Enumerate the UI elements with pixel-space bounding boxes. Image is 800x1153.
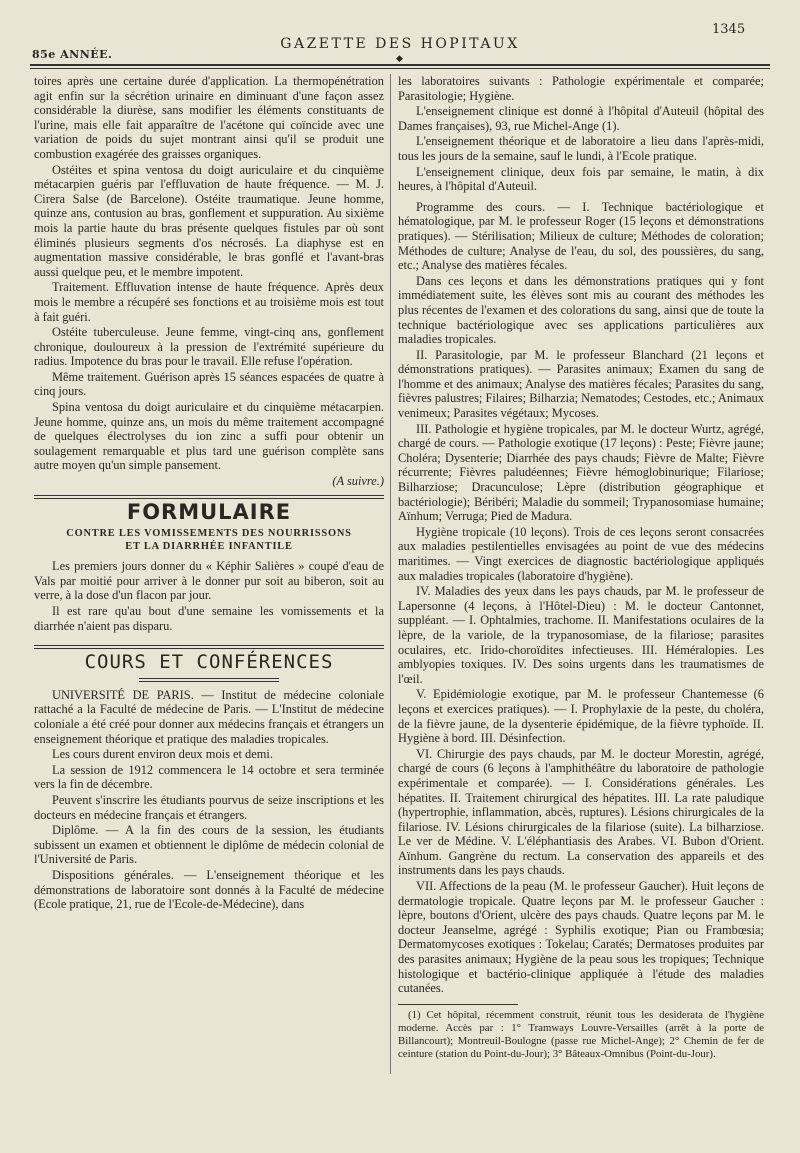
paragraph: UNIVERSITÉ DE PARIS. — Institut de médecine coloniale rattaché a la Faculté de médecine de Paris. — L'Institut de médecine coloniale a été créé pour donner aux médecins français et étrangers un enseignement théorique et pratique des maladies tropicales. xyxy=(34,687,384,746)
paragraph: Ostéites et spina ventosa du doigt auriculaire et du cinquième métacarpien guéris par l'effluvation de haute fréquence. — M. J. Cirera Salse (de Barcelone). Ostéite traumatique. Jeune homme, quinze ans, contusion au bras, gonflement et suppuration. Au sixième mois la partie haute du bras présente quelques fistules par où sont éliminés plusieurs segments d'os nécrosés. La diaphyse est en augmentation massive considérable, le bras gonflé et l'avant-bras aussi quelque peu, et le membre impotent. xyxy=(34,162,384,279)
paragraph: II. Parasitologie, par M. le professeur Blanchard (21 leçons et démonstrations pratiques). — Parasites animaux; Examen du sang de l'homme et des animaux; Analyse des matières fécales; Parasites du sang, fièvres palustres; Filaires; Bilharzia; Nematodes; Cestodes, etc.; Animaux venimeux; Parasites végétaux; Mycoses. xyxy=(398,347,764,421)
journal-title: GAZETTE DES HOPITAUX xyxy=(280,36,520,52)
paragraph: Même traitement. Guérison après 15 séances espacées de quatre à cinq jours. xyxy=(34,369,384,399)
paragraph: Les premiers jours donner du « Képhir Salières » coupé d'eau de Vals par moitié pour arriver à le donner pur soit au biberon, soit au verre, à la dose d'un flacon par jour. xyxy=(34,559,384,603)
paragraph: les laboratoires suivants : Pathologie expérimentale et comparée; Parasitologie; Hygiène. xyxy=(398,74,764,103)
paragraph: Spina ventosa du doigt auriculaire et du cinquième métacarpien. Jeune homme, quinze ans, un mois du même traitement accompagné de quelques électrolyses du ion zinc a suffi pour obtenir un soulagement remarquable et plus tard une guérison complète sans autre moyen qu'un simple pansement. xyxy=(34,400,384,473)
section-rule xyxy=(34,495,384,499)
page-number: 1345 xyxy=(712,22,746,37)
paragraph: Diplôme. — A la fin des cours de la session, les étudiants subissent un examen et obtiennent le diplôme de médecin colonial de l'Université de Paris. xyxy=(34,823,384,867)
paragraph: Les cours durent environ deux mois et demi. xyxy=(52,747,273,762)
footnote-rule xyxy=(398,1004,518,1005)
paragraph: L'enseignement théorique et de laboratoire a lieu dans l'après-midi, tous les jours de la semaine, sauf le lundi, à l'Ecole pratique. xyxy=(398,134,764,163)
cours-heading: COURS ET CONFÉRENCES xyxy=(84,651,334,674)
left-column xyxy=(34,74,384,913)
paragraph: toires après une certaine durée d'application. La thermopénétration agit enfin sur la sécrétion urinaire en diminuant d'une façon assez considérable la diurèse, sans modifier les éléments constituants de l'urine, mais elle fait apparaître de l'acétone qui coïncide avec une variation de poids du sujet montrant ainsi qu'il se produit une combustion exagérée des graisses organiques. xyxy=(34,74,384,161)
formulaire-heading: FORMULAIRE xyxy=(126,499,292,524)
formulaire-subtitle-line: ET LA DIARRHÉE INFANTILE xyxy=(125,541,293,553)
paragraph: L'enseignement clinique est donné à l'hôpital d'Auteuil (hôpital des Dames françaises), 93, rue Michel-Ange (1). xyxy=(398,104,764,133)
header-rule xyxy=(30,64,770,69)
paragraph: Dans ces leçons et dans les démonstrations pratiques qui y font immédiatement suite, les élèves sont mis au courant des méthodes les plus récentes de l'examen et des colorations du sang, ainsi que de toute la technique bactériologique avec ses applications particulières aux maladies tropicales. xyxy=(398,273,764,347)
issue-label: 85e ANNÉE. xyxy=(32,48,113,61)
paragraph: La session de 1912 commencera le 14 octobre et sera terminée vers la fin de décembre. xyxy=(34,762,384,792)
paragraph: IV. Maladies des yeux dans les pays chauds, par M. le professeur de Lapersonne (4 leçons, à l'Hôtel-Dieu) : M. le docteur Cantonnet, suppléant. — I. Ophtalmies, trachome. II. Manifestations oculaires de la lèpre, de la variole, de la trypanosomiase, de la filariose; parasites oculaires, etc. Irido-choroïdites infectieuses. III. Héméralopies. Les amblyopies toxiques. IV. Des soins urgents dans les traumatismes de l'œil. xyxy=(398,584,764,686)
paragraph: VI. Chirurgie des pays chauds, par M. le docteur Morestin, agrégé, chargé de cours (6 leçons à l'amphithéâtre du laboratoire de pathologie expérimentale et comparée). — I. Considérations générales. Les hépatites. II. Traitement chirurgical des hépatites. III. La rate paludique (hypertrophie, inflammation, abcès, ruptures). Lésions chirurgicales de la filariose. IV. Lésions chirurgicales de la filariose (suite). La bilharziose. Le ver de Médine. V. L'éléphantiasis des Arabes. VI. Bubon d'Orient. Aïnhum. Gangrène du rectum. La conservation des appareils et des instruments dans les pays chauds. xyxy=(398,746,764,878)
footnote-text: (1) Cet hôpital, récemment construit, réunit tous les desiderata de l'hygiène moderne. Accès par : 1° Tramways Louvre-Versailles (arrêt à la porte de Billancourt); Montreuil-Boulogne (passe rue Michel-Ange); 2° Chemin de fer de ceinture (station du Point-du-Jour); 3° Bâteaux-Omnibus (Point-du-Jour). xyxy=(398,1008,764,1060)
paragraph: V. Epidémiologie exotique, par M. le professeur Chantemesse (6 leçons et exercices pratiques). — I. Prophylaxie de la peste, du choléra, de la fièvre jaune, de la dysenterie épidémique, de la fièvre typhoïde. II. Hygiène à bord. III. Désinfection. xyxy=(398,687,764,746)
paragraph: Traitement. Effluvation intense de haute fréquence. Après deux mois le membre a récupéré ses fonctions et au troisième mois est tout à fait guéri. xyxy=(34,280,384,324)
column-divider xyxy=(390,74,391,1074)
formulaire-subtitle-line: CONTRE LES VOMISSEMENTS DES NOURRISSONS xyxy=(66,528,352,540)
paragraph: Il est rare qu'au bout d'une semaine les vomissements et la diarrhée n'aient pas disparu. xyxy=(34,604,384,633)
paragraph: Dispositions générales. — L'enseignement théorique et les démonstrations de laboratoire sont donnés à la Faculté de médecine (Ecole pratique, 21, rue de l'Ecole-de-Médecine), dans xyxy=(34,867,384,912)
section-rule xyxy=(34,645,384,649)
to-be-continued: (A suivre.) xyxy=(332,474,384,489)
right-column xyxy=(398,74,764,1062)
paragraph: Peuvent s'inscrire les étudiants pourvus de seize inscriptions et les docteurs en médecine français et étrangers. xyxy=(34,792,384,822)
section-rule xyxy=(139,678,279,682)
paragraph: Hygiène tropicale (10 leçons). Trois de ces leçons seront consacrées aux maladies pestilentielles envisagées au point de vue des médecins maritimes. — Vingt exercices de diagnostic bactériologique appliqués aux maladies tropicales (laboratoire d'hygiène). xyxy=(398,524,764,583)
footnote xyxy=(398,1009,764,1061)
paragraph: Programme des cours. — I. Technique bactériologique et hématologique, par M. le professeur Roger (15 leçons et démonstrations pratiques). — Stérilisation; Milieux de culture; Méthodes de coloration; Méthodes de culture; Analyse de l'eau, du sol, des poussières, du sang, etc.; Analyse des matières fécales. xyxy=(398,199,764,273)
paragraph: Ostéite tuberculeuse. Jeune femme, vingt-cinq ans, gonflement chronique, douloureux à la pression de l'extrémité supérieure du radius. Impotence du bras pour le travail. Elle refuse l'opération. xyxy=(34,325,384,369)
formulaire-subtitle xyxy=(34,527,384,553)
ornament-icon: ◆ xyxy=(396,54,403,64)
paragraph: L'enseignement clinique, deux fois par semaine, le matin, à dix heures, à l'hôpital d'Auteuil. xyxy=(398,164,764,194)
paragraph: VII. Affections de la peau (M. le professeur Gaucher). Huit leçons de dermatologie tropicale. Quatre leçons par M. le professeur Gaucher : lèpre, boutons d'Orient, ulcère des pays chauds. Quatre leçons par M. le docteur Jeanselme, agrégé : Syphilis exotique; Pian ou Frambœsia; Dermatomycoses exotiques : Tokelau; Caratés; Dermatoses produites par des parasites animaux; Hygiène de la peau sous les tropiques; Technique histologique et bactério-clinique appliquée à l'étude des maladies cutanées. xyxy=(398,879,764,996)
paragraph: III. Pathologie et hygiène tropicales, par M. le docteur Wurtz, agrégé, chargé de cours. — Pathologie exotique (17 leçons) : Peste; Fièvre jaune; Choléra; Dysenterie; Diarrhée des pays chauds; Fièvre de Malte; Fièvre récurrente; Fièvres paludéennes; Fièvre hémoglobinurique; Filariose; Bilharziose; Dracunculose; Lèpre (distribution géographique et bactériologie); Béribéri; Maladie du sommeil; Trypanosomiase humaine; Aïnhum; Verruga; Pied de Madura. xyxy=(398,421,764,524)
